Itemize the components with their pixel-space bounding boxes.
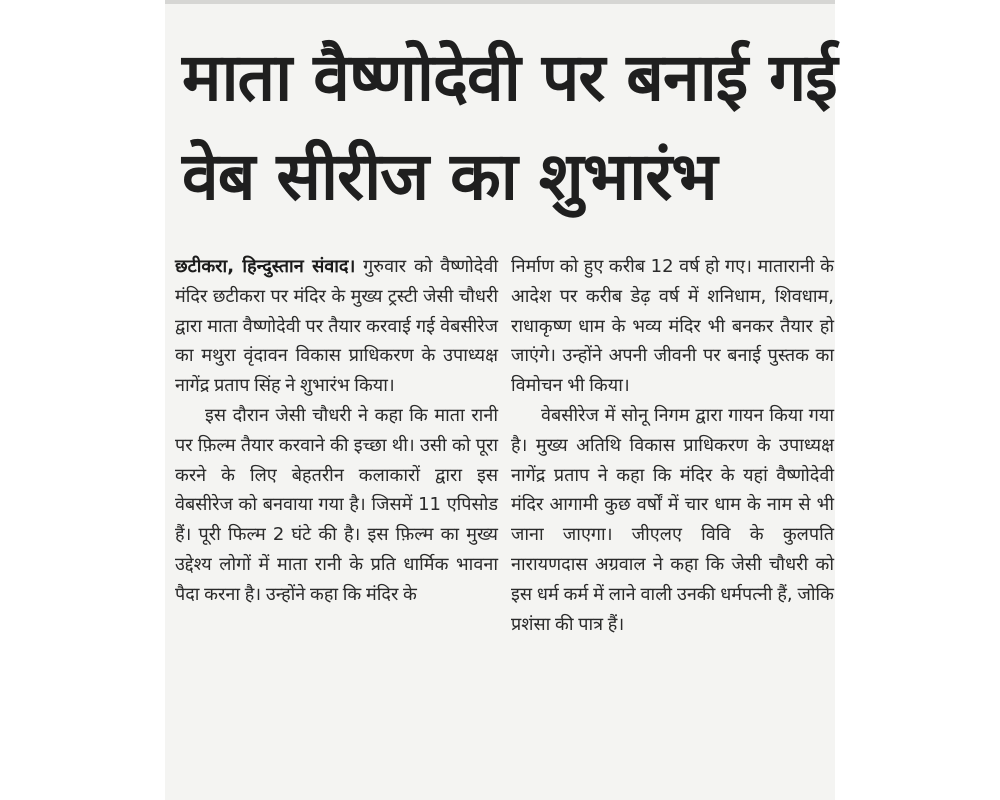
- headline-line-2: वेब सीरीज का शुभारंभ: [182, 138, 717, 215]
- paragraph-4: वेबसीरेज में सोनू निगम द्वारा गायन किया गया है। मुख्य अतिथि विकास प्राधिकरण के उपाध्यक्ष नागेंद्र प्रताप ने कहा कि मंदिर के यहां वैष्णोदेवी मंदिर आगामी कुछ वर्षों में चार धाम के नाम से भी जाना जाएगा। जीएलए विवि के कुलपति नारायणदास अग्रवाल ने कहा कि जेसी चौधरी को इस धर्म कर्म में लाने वाली उनकी धर्मपत्नी हैं, जोकि प्रशंसा की पात्र हैं।: [511, 404, 834, 635]
- paragraph-1: [175, 252, 498, 401]
- article-column-left: [175, 252, 498, 610]
- article-column-right: [511, 252, 834, 639]
- top-border-rule: [165, 0, 835, 4]
- dateline: छटीकरा, हिन्दुस्तान संवाद।: [175, 256, 356, 277]
- paragraph-3: निर्माण को हुए करीब 12 वर्ष हो गए। मातारानी के आदेश पर करीब डेढ़ वर्ष में शनिधाम, शिवधाम, राधाकृष्ण धाम के भव्य मंदिर भी बनकर तैयार हो जाएंगे। उन्होंने अपनी जीवनी पर बनाई पुस्तक का विमोचन भी किया।: [511, 256, 834, 397]
- headline-line-1: माता वैष्णोदेवी पर बनाई गई: [182, 39, 837, 116]
- paragraph-2: इस दौरान जेसी चौधरी ने कहा कि माता रानी पर फ़िल्म तैयार करवाने की इच्छा थी। उसी को पूरा करने के लिए बेहतरीन कलाकारों द्वारा इस वेबसीरेज को बनवाया गया है। जिसमें 11 एपिसोड हैं। पूरी फिल्म 2 घंटे की है। इस फ़िल्म का मुख्य उद्देश्य लोगों में माता रानी के प्रति धार्मिक भावना पैदा करना है। उन्होंने कहा कि मंदिर के: [175, 404, 498, 605]
- article-headline: [182, 28, 837, 226]
- paragraph-1-text: गुरुवार को वैष्णोदेवी मंदिर छटीकरा पर मंदिर के मुख्य ट्रस्टी जेसी चौधरी द्वारा माता वैष्णोदेवी पर तैयार करवाई गई वेबसीरेज का मथुरा वृंदावन विकास प्राधिकरण के उपाध्यक्ष नागेंद्र प्रताप सिंह ने शुभारंभ किया।: [175, 256, 498, 397]
